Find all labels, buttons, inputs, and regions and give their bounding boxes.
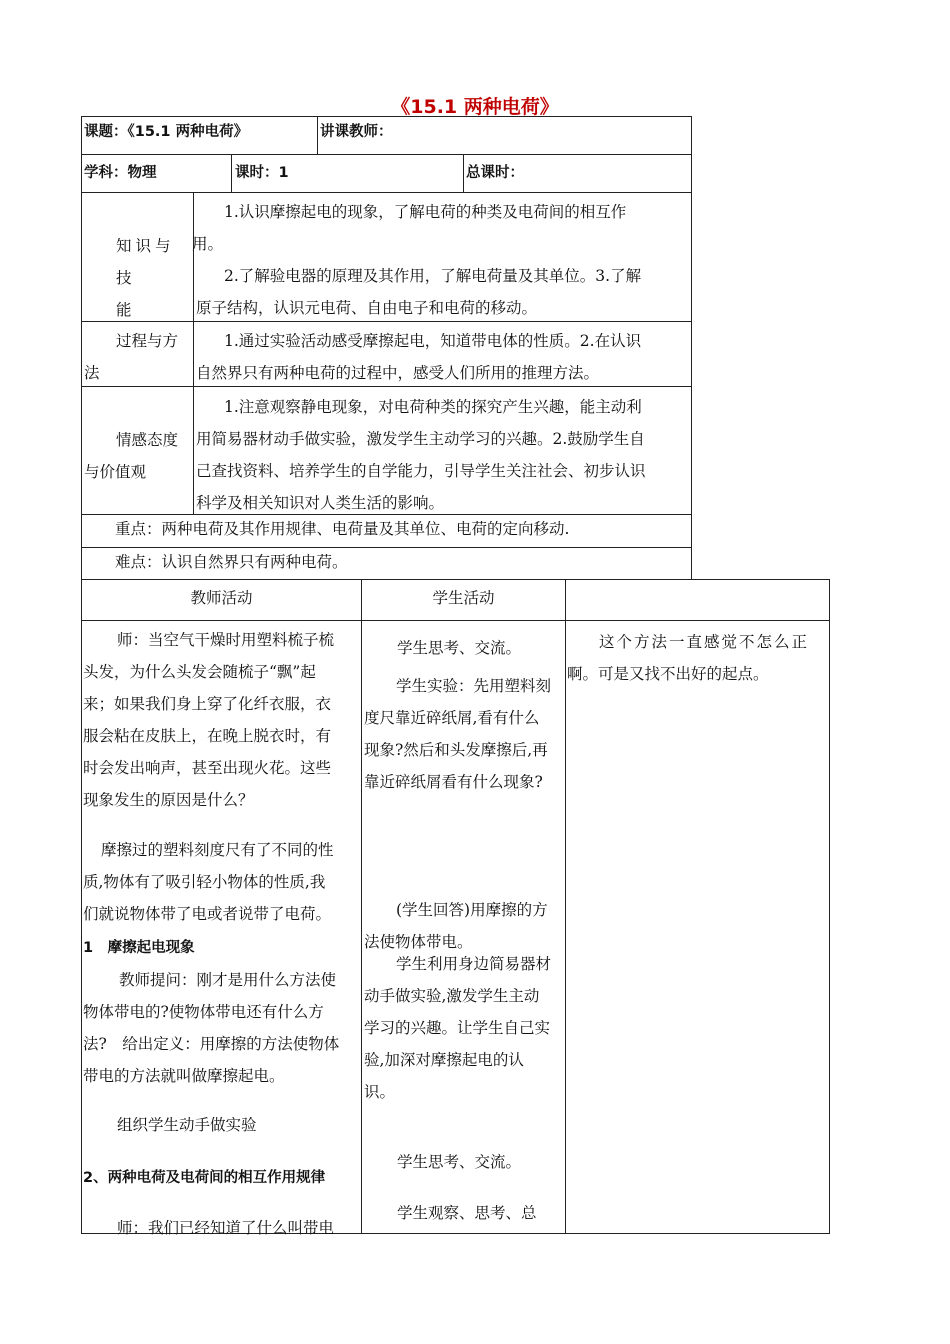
notes-text: 这个方法一直感觉不怎么正 啊。可是又找不出好的起点。 [567, 633, 810, 683]
student-paragraph-2: 学生实验：先用塑料刻 度尺靠近碎纸屑,看有什么 现象?然后和头发摩擦后,再 靠近碎纸屑看有什么现象? [364, 677, 552, 791]
notes-body [565, 620, 830, 1234]
objective-label-process: 过程与方 法 [84, 332, 179, 382]
notes-header [565, 579, 830, 621]
student-paragraph-3: (学生回答)用摩擦的方 法使物体带电。 [364, 901, 548, 951]
student-paragraph-6: 学生观察、思考、总 [397, 1204, 537, 1222]
teacher-paragraph-3: 教师提问：刚才是用什么方法使 物体带电的?使物体带电还有什么方 法? 给出定义：用摩擦的方法使物体 带电的方法就叫做摩擦起电。 [83, 971, 340, 1085]
objective-label-attitude: 情感态度 与价值观 [84, 431, 179, 481]
difficulty-text: 难点：认识自然界只有两种电荷。 [115, 553, 348, 571]
student-paragraph-5: 学生思考、交流。 [397, 1153, 522, 1171]
objective-text-knowledge: 1.认识摩擦起电的现象，了解电荷的种类及电荷间的相互作 用。 2.了解验电器的原理及其作用，了解电荷量及其单位。3.了解 原子结构，认识元电荷、自由电子和电荷的移动。 [192, 203, 642, 317]
subject-label: 学科：物理 [84, 165, 157, 181]
teacher-paragraph-1: 师：当空气干燥时用塑料梳子梳 头发，为什么头发会随梳子“飘”起 来；如果我们身上穿了化纤衣服，衣 服会粘在皮肤上，在晚上脱衣时，有 时会发出响声，甚至出现火花。这些 现象发生的原因是什么？ [83, 631, 335, 809]
teacher-paragraph-4: 组织学生动手做实验 [117, 1116, 257, 1134]
page-title: 《15.1 两种电荷》 [391, 96, 559, 118]
teacher-label: 讲课教师： [320, 124, 393, 140]
key-point-text: 重点：两种电荷及其作用规律、电荷量及其单位、电荷的定向移动. [115, 520, 570, 538]
total-label: 总课时： [466, 165, 524, 181]
course-label: 课题：《15.1 两种电荷》 [84, 124, 249, 140]
objective-text-process: 1.通过实验活动感受摩擦起电，知道带电体的性质。2.在认识 自然界只有两种电荷的过程中，感受人们所用的推理方法。 [196, 332, 642, 382]
section-heading-two-charges: 2、两种电荷及电荷间的相互作用规律 [83, 1170, 326, 1186]
section-heading-friction: 1 摩擦起电现象 [83, 940, 195, 956]
objective-label-knowledge: 知识与技 能 [116, 237, 175, 319]
teacher-activity-header-label: 教师活动 [190, 589, 253, 607]
teacher-paragraph-2: 摩擦过的塑料刻度尺有了不同的性 质,物体有了吸引轻小物体的性质,我 们就说物体带了电或者说带了电荷。 [83, 841, 334, 923]
student-paragraph-4: 学生利用身边简易器材 动手做实验,激发学生主动 学习的兴趣。让学生自己实 验,加深对摩擦起电的认 识。 [364, 955, 552, 1101]
objective-text-attitude: 1.注意观察静电现象，对电荷种类的探究产生兴趣，能主动利 用简易器材动手做实验，激发学生主动学习的兴趣。2.鼓励学生自 己查找资料、培养学生的自学能力，引导学生关注社会、初步认识 科学及相关知识对人类生活的影响。 [196, 398, 646, 512]
student-paragraph-1: 学生思考、交流。 [397, 639, 522, 657]
student-activity-header-label: 学生活动 [432, 589, 495, 607]
teacher-paragraph-5: 师：我们已经知道了什么叫带电 [117, 1219, 335, 1237]
period-label: 课时：1 [235, 165, 289, 181]
